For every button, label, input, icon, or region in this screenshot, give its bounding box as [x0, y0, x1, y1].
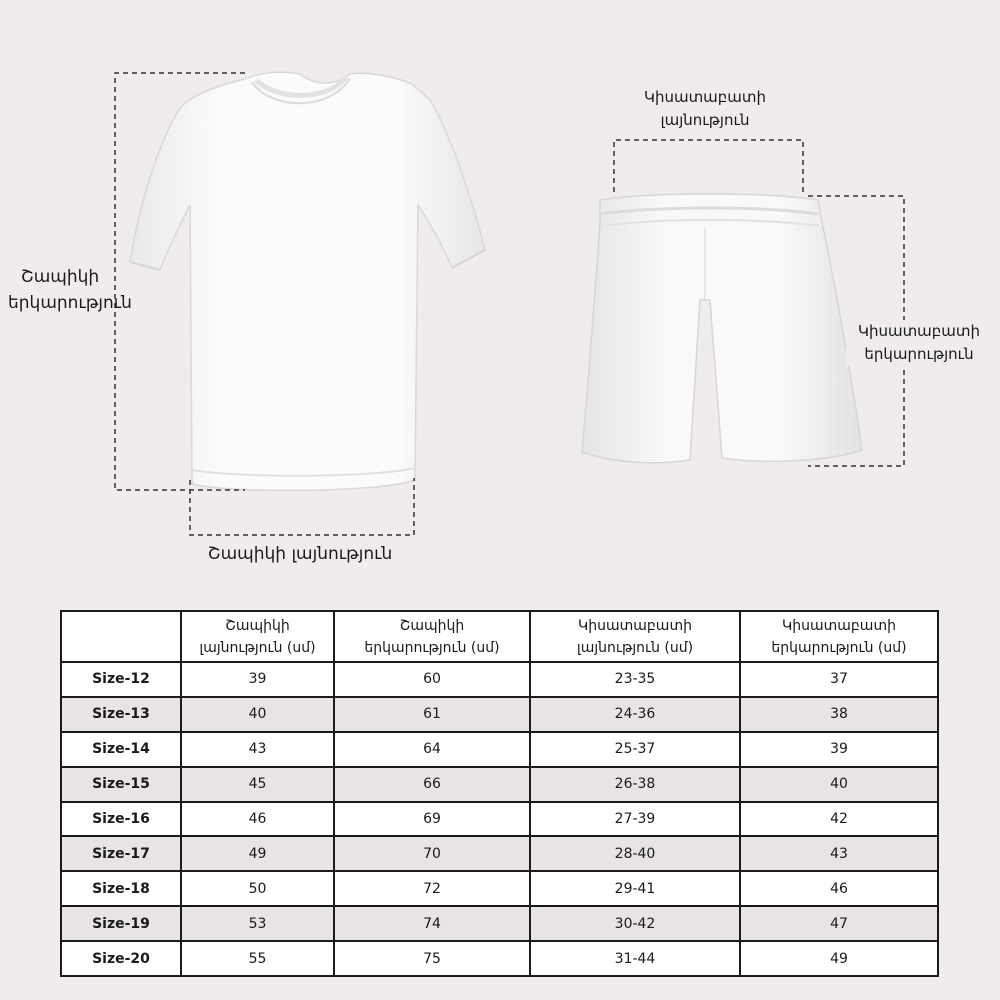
- table-cell: 42: [740, 802, 938, 837]
- table-cell: 53: [181, 906, 334, 941]
- shorts-image: [582, 194, 862, 463]
- table-row: [61, 941, 938, 976]
- table-cell: 45: [181, 767, 334, 802]
- header-line: երկարություն (սմ): [364, 639, 500, 656]
- table-cell: 26-38: [530, 767, 740, 802]
- table-cell: 29-41: [530, 871, 740, 906]
- table-cell: 40: [740, 767, 938, 802]
- tshirt-length-label-line2: երկարություն: [8, 293, 132, 313]
- header-corner-cell: [61, 611, 181, 662]
- table-cell: 37: [740, 662, 938, 697]
- table-cell: 50: [181, 871, 334, 906]
- table-row: [61, 767, 938, 802]
- header-line: Կիսատաբատի: [578, 617, 692, 634]
- table-cell: 27-39: [530, 802, 740, 837]
- header-shorts-width: [530, 611, 740, 662]
- shorts-width-guide: [614, 140, 803, 192]
- table-cell: 23-35: [530, 662, 740, 697]
- header-line: երկարություն (սմ): [771, 639, 907, 656]
- header-shorts-length: [740, 611, 938, 662]
- size-label-cell: Size-12: [61, 662, 181, 697]
- table-cell: 25-37: [530, 732, 740, 767]
- table-cell: 75: [334, 941, 530, 976]
- table-cell: 43: [740, 836, 938, 871]
- table-row: [61, 802, 938, 837]
- table-cell: 43: [181, 732, 334, 767]
- header-line: լայնություն (սմ): [199, 639, 316, 656]
- size-label-cell: Size-15: [61, 767, 181, 802]
- table-cell: 55: [181, 941, 334, 976]
- table-cell: 31-44: [530, 941, 740, 976]
- table-row: [61, 662, 938, 697]
- tshirt-image: [130, 72, 485, 490]
- size-label-cell: Size-13: [61, 697, 181, 732]
- size-chart-table: [60, 610, 939, 977]
- table-cell: 30-42: [530, 906, 740, 941]
- header-line: Կիսատաբատի: [782, 617, 896, 634]
- table-row: [61, 732, 938, 767]
- shorts-width-label-line1: Կիսատաբատի: [643, 88, 767, 106]
- table-cell: 24-36: [530, 697, 740, 732]
- table-cell: 74: [334, 906, 530, 941]
- shorts-length-label: [846, 320, 992, 366]
- table-cell: 39: [181, 662, 334, 697]
- header-line: լայնություն (սմ): [576, 639, 694, 656]
- header-tshirt-length: [334, 611, 530, 662]
- shorts-length-label-line2: երկարություն: [864, 345, 974, 363]
- table-cell: 61: [334, 697, 530, 732]
- size-label-cell: Size-18: [61, 871, 181, 906]
- size-label-cell: Size-14: [61, 732, 181, 767]
- table-header-row: [61, 611, 938, 662]
- table-row: [61, 871, 938, 906]
- table-cell: 47: [740, 906, 938, 941]
- size-label-cell: Size-20: [61, 941, 181, 976]
- table-cell: 39: [740, 732, 938, 767]
- table-cell: 64: [334, 732, 530, 767]
- table-cell: 60: [334, 662, 530, 697]
- header-line: Շապիկի: [225, 617, 290, 634]
- table-cell: 46: [740, 871, 938, 906]
- table-row: [61, 836, 938, 871]
- header-tshirt-width: [181, 611, 334, 662]
- tshirt-length-label-line1: Շապիկի: [20, 267, 100, 287]
- table-cell: 66: [334, 767, 530, 802]
- table-cell: 49: [740, 941, 938, 976]
- table-row: [61, 906, 938, 941]
- table-cell: 40: [181, 697, 334, 732]
- table-row: [61, 697, 938, 732]
- tshirt-width-label-text: Շապիկի լայնություն: [207, 544, 393, 564]
- table-cell: 46: [181, 802, 334, 837]
- shorts-width-label-line2: լայնություն: [660, 111, 750, 129]
- table-cell: 28-40: [530, 836, 740, 871]
- tshirt-width-label: [195, 541, 405, 567]
- table-cell: 49: [181, 836, 334, 871]
- size-label-cell: Size-16: [61, 802, 181, 837]
- table-cell: 70: [334, 836, 530, 871]
- table-cell: 69: [334, 802, 530, 837]
- shorts-width-label: [605, 86, 805, 132]
- table-cell: 38: [740, 697, 938, 732]
- header-line: Շապիկի: [399, 617, 465, 634]
- shorts-length-label-line1: Կիսատաբատի: [857, 322, 981, 340]
- table-cell: 72: [334, 871, 530, 906]
- size-label-cell: Size-19: [61, 906, 181, 941]
- tshirt-length-label: [8, 264, 132, 316]
- size-label-cell: Size-17: [61, 836, 181, 871]
